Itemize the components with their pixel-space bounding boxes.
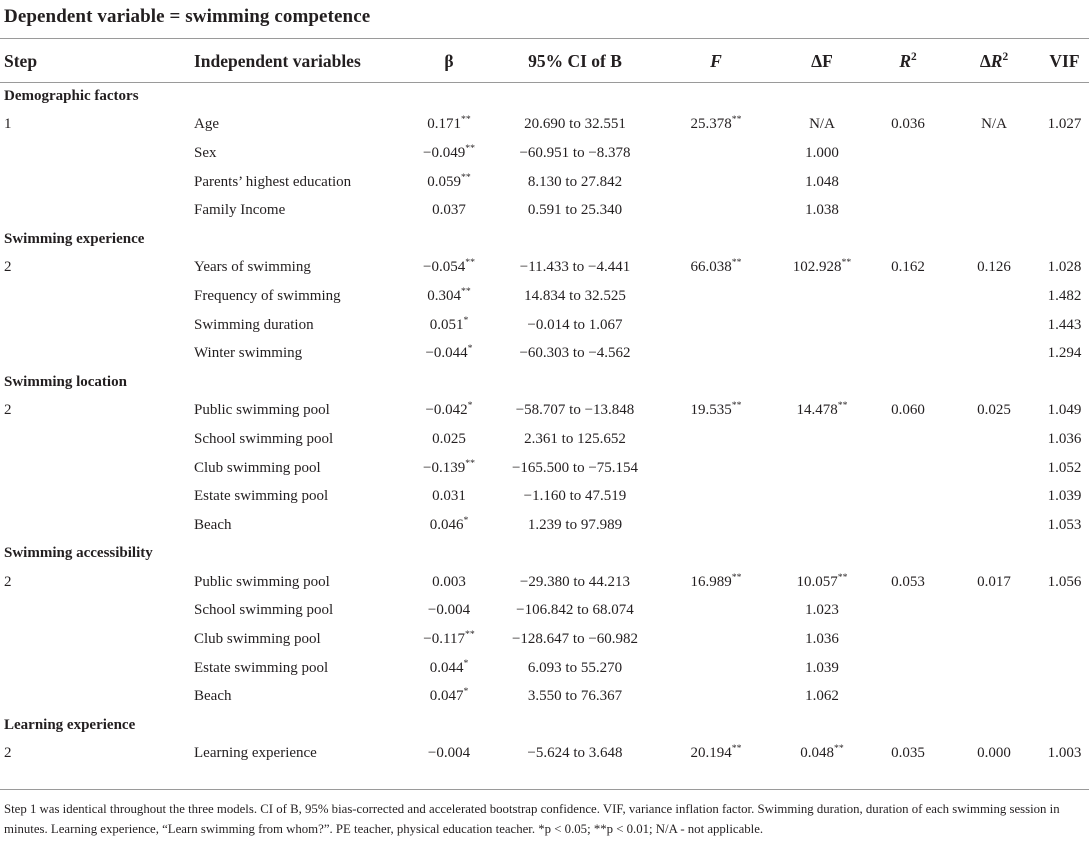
cell-r2 (868, 511, 948, 540)
table-row (0, 625, 1089, 654)
cell-vif (1040, 139, 1089, 168)
cell-vif: 1.443 (1047, 316, 1082, 333)
cell-beta: −0.139** (423, 457, 475, 476)
cell-f (656, 682, 776, 711)
cell-step (0, 682, 186, 711)
cell-ci: 14.834 to 32.525 (524, 287, 626, 304)
cell-step: 2 (4, 402, 12, 419)
table-row (0, 168, 1089, 197)
cell-r2 (868, 168, 948, 197)
cell-delta-r2: N/A (981, 116, 1007, 133)
section-header-row (0, 540, 1089, 569)
cell-beta: −0.049** (423, 142, 475, 161)
header-delta-r2 (948, 40, 1040, 82)
cell-delta-r2 (948, 168, 1040, 197)
cell-beta: −0.044* (425, 343, 473, 362)
table-row (0, 454, 1089, 483)
cell-step: 2 (4, 745, 12, 762)
header-ci: 95% CI of B (528, 50, 622, 71)
header-vif: VIF (1049, 50, 1080, 71)
cell-delta-f: 0.048** (800, 743, 844, 762)
cell-r2 (868, 339, 948, 368)
cell-independent-variable: Club swimming pool (194, 459, 321, 476)
header-r2 (868, 40, 948, 82)
cell-ci: 0.591 to 25.340 (527, 202, 623, 219)
table-row (0, 139, 1089, 168)
cell-independent-variable: Age (194, 116, 219, 133)
cell-r2: 0.036 (891, 116, 925, 133)
cell-independent-variable: Public swimming pool (194, 573, 330, 590)
cell-ci: −128.647 to −60.982 (511, 631, 639, 648)
cell-delta-f: N/A (809, 116, 835, 133)
table-row (0, 511, 1089, 540)
cell-step (0, 454, 186, 483)
section-header-row (0, 368, 1089, 397)
header-independent-variables: Independent variables (194, 50, 361, 71)
cell-independent-variable: Estate swimming pool (194, 659, 329, 676)
cell-step (0, 511, 186, 540)
cell-r2 (868, 282, 948, 311)
cell-ci: −1.160 to 47.519 (523, 488, 627, 505)
cell-beta: 0.047* (429, 686, 469, 705)
header-beta: β (444, 50, 454, 71)
cell-independent-variable: Beach (194, 516, 232, 533)
cell-ci: −60.303 to −4.562 (519, 345, 631, 362)
cell-step (0, 625, 186, 654)
cell-step (0, 139, 186, 168)
bottom-rule (0, 789, 1089, 790)
cell-delta-f (776, 311, 868, 340)
cell-ci: −0.014 to 1.067 (527, 316, 623, 333)
cell-r2: 0.053 (891, 573, 925, 590)
cell-beta: 0.031 (432, 488, 466, 505)
cell-f (656, 454, 776, 483)
cell-delta-f: 14.478** (796, 400, 848, 419)
cell-vif (1040, 682, 1089, 711)
table-row (0, 196, 1089, 225)
header-delta-r2-delta: Δ (979, 50, 991, 71)
cell-delta-r2 (948, 625, 1040, 654)
cell-delta-f: 1.062 (805, 688, 839, 705)
cell-independent-variable: Winter swimming (194, 345, 303, 362)
cell-independent-variable: Family Income (194, 202, 286, 219)
cell-independent-variable: Sex (194, 144, 217, 161)
cell-beta: 0.051* (429, 314, 469, 333)
section-header-row (0, 82, 1089, 111)
cell-step (0, 196, 186, 225)
cell-vif: 1.053 (1047, 516, 1082, 533)
section-title: Swimming location (4, 373, 127, 390)
cell-f: 16.989** (690, 571, 742, 590)
cell-delta-f (776, 454, 868, 483)
cell-delta-r2: 0.126 (977, 259, 1011, 276)
cell-step: 2 (4, 573, 12, 590)
cell-step: 2 (4, 259, 12, 276)
cell-vif: 1.482 (1047, 287, 1082, 304)
cell-r2 (868, 597, 948, 626)
header-row (0, 40, 1089, 82)
cell-ci: −5.624 to 3.648 (527, 745, 623, 762)
header-r2-sup: 2 (911, 50, 917, 63)
cell-r2 (868, 196, 948, 225)
cell-delta-f: 1.036 (805, 631, 839, 648)
header-step: Step (4, 50, 38, 71)
cell-beta: 0.171** (427, 114, 471, 133)
cell-f: 66.038** (690, 257, 742, 276)
cell-independent-variable: Beach (194, 688, 232, 705)
cell-r2: 0.162 (891, 259, 925, 276)
table-row (0, 682, 1089, 711)
table-row (0, 311, 1089, 340)
cell-f (656, 311, 776, 340)
cell-ci: 6.093 to 55.270 (527, 659, 623, 676)
cell-delta-r2 (948, 511, 1040, 540)
cell-vif: 1.028 (1047, 259, 1082, 276)
cell-r2 (868, 682, 948, 711)
cell-independent-variable: Estate swimming pool (194, 488, 329, 505)
cell-ci: −165.500 to −75.154 (511, 459, 639, 476)
cell-f (656, 511, 776, 540)
cell-beta: −0.042* (425, 400, 473, 419)
cell-vif (1040, 625, 1089, 654)
cell-delta-r2 (948, 654, 1040, 683)
cell-r2 (868, 482, 948, 511)
cell-f (656, 168, 776, 197)
table-title: Dependent variable = swimming competence (4, 6, 371, 27)
header-delta-r2-sup: 2 (1002, 50, 1009, 63)
cell-ci: −60.951 to −8.378 (519, 144, 631, 161)
cell-delta-r2: 0.017 (977, 573, 1011, 590)
table-footnote: Step 1 was identical throughout the three models. CI of B, 95% bias-corrected and accelerated bootstrap confidence. VIF, variance inflation factor. Swimming duration, duration of each swimming session in minutes. Learning experience, “Learn swimming from whom?”. PE teacher, physical education teacher. *p < 0.05; **p < 0.01; N/A - not applicable. (4, 802, 1060, 836)
section-title: Demographic factors (4, 87, 139, 104)
cell-independent-variable: Club swimming pool (194, 631, 321, 648)
cell-independent-variable: Learning experience (194, 745, 317, 762)
table-row (0, 397, 1089, 426)
cell-ci: 1.239 to 97.989 (527, 516, 623, 533)
table-row (0, 425, 1089, 454)
cell-delta-r2 (948, 311, 1040, 340)
cell-step (0, 597, 186, 626)
header-delta-r2-base: R (990, 50, 1003, 71)
cell-delta-f (776, 339, 868, 368)
cell-delta-f (776, 482, 868, 511)
cell-delta-f (776, 425, 868, 454)
section-title: Swimming accessibility (4, 545, 153, 562)
cell-f (656, 425, 776, 454)
cell-independent-variable: Parents’ highest education (194, 173, 352, 190)
cell-f (656, 139, 776, 168)
cell-vif (1040, 196, 1089, 225)
cell-beta: 0.304** (427, 285, 471, 304)
cell-ci: −11.433 to −4.441 (519, 259, 631, 276)
cell-step (0, 311, 186, 340)
cell-r2 (868, 454, 948, 483)
cell-ci: −106.842 to 68.074 (516, 602, 634, 619)
cell-independent-variable: Frequency of swimming (194, 287, 341, 304)
table-row (0, 740, 1089, 769)
cell-beta: 0.046* (429, 514, 469, 533)
cell-f (656, 625, 776, 654)
cell-r2 (868, 425, 948, 454)
cell-beta: −0.117** (423, 629, 475, 648)
cell-delta-r2 (948, 482, 1040, 511)
cell-vif: 1.027 (1047, 116, 1082, 133)
cell-step (0, 425, 186, 454)
cell-step (0, 282, 186, 311)
cell-independent-variable: School swimming pool (194, 602, 334, 619)
cell-delta-r2 (948, 425, 1040, 454)
cell-ci: 3.550 to 76.367 (527, 688, 623, 705)
cell-delta-f: 10.057** (796, 571, 848, 590)
cell-step (0, 654, 186, 683)
cell-r2 (868, 311, 948, 340)
cell-ci: 20.690 to 32.551 (524, 116, 626, 133)
cell-r2: 0.060 (891, 402, 925, 419)
cell-beta: −0.054** (423, 257, 475, 276)
table-row (0, 482, 1089, 511)
cell-beta: 0.003 (432, 573, 466, 590)
cell-delta-f (776, 511, 868, 540)
cell-f: 19.535** (690, 400, 742, 419)
cell-vif (1040, 654, 1089, 683)
table-row (0, 339, 1089, 368)
cell-step: 1 (4, 116, 12, 133)
section-header-row (0, 225, 1089, 254)
cell-ci: −29.380 to 44.213 (519, 573, 631, 590)
cell-vif: 1.003 (1047, 745, 1082, 762)
regression-table (0, 40, 1089, 768)
cell-delta-r2 (948, 454, 1040, 483)
cell-delta-r2 (948, 139, 1040, 168)
cell-delta-f: 1.023 (805, 602, 839, 619)
cell-vif (1040, 597, 1089, 626)
table-row (0, 597, 1089, 626)
cell-ci: 8.130 to 27.842 (527, 173, 623, 190)
header-f: F (710, 50, 722, 71)
cell-f: 25.378** (690, 114, 742, 133)
cell-delta-f: 1.038 (805, 202, 839, 219)
cell-vif: 1.039 (1047, 488, 1082, 505)
cell-delta-f: 1.000 (805, 144, 839, 161)
cell-beta: 0.059** (427, 171, 471, 190)
cell-f (656, 482, 776, 511)
table-row (0, 568, 1089, 597)
cell-vif: 1.294 (1047, 345, 1082, 362)
cell-f (656, 654, 776, 683)
table-row (0, 254, 1089, 283)
cell-independent-variable: School swimming pool (194, 430, 334, 447)
cell-f (656, 597, 776, 626)
cell-delta-f (776, 282, 868, 311)
cell-vif: 1.049 (1047, 402, 1082, 419)
cell-beta: 0.044* (429, 657, 469, 676)
cell-delta-r2: 0.025 (977, 402, 1011, 419)
section-header-row (0, 711, 1089, 740)
cell-beta: 0.025 (432, 430, 466, 447)
cell-delta-f: 1.048 (805, 173, 839, 190)
cell-delta-f: 102.928** (792, 257, 852, 276)
cell-beta: −0.004 (427, 602, 471, 619)
cell-r2 (868, 139, 948, 168)
cell-ci: −58.707 to −13.848 (515, 402, 635, 419)
table-row (0, 111, 1089, 140)
cell-r2 (868, 654, 948, 683)
cell-step (0, 168, 186, 197)
header-r2-base: R (899, 50, 911, 71)
section-title: Learning experience (4, 716, 136, 733)
cell-vif (1040, 168, 1089, 197)
cell-step (0, 482, 186, 511)
cell-delta-r2 (948, 597, 1040, 626)
header-delta-f: ΔF (811, 50, 833, 71)
cell-f (656, 196, 776, 225)
cell-ci: 2.361 to 125.652 (524, 430, 626, 447)
table-row (0, 282, 1089, 311)
cell-f: 20.194** (690, 743, 742, 762)
cell-delta-r2 (948, 282, 1040, 311)
cell-vif: 1.036 (1047, 430, 1082, 447)
table-body (0, 82, 1089, 768)
table-row (0, 654, 1089, 683)
cell-beta: −0.004 (427, 745, 471, 762)
cell-step (0, 339, 186, 368)
cell-delta-r2 (948, 682, 1040, 711)
cell-f (656, 339, 776, 368)
cell-delta-r2: 0.000 (977, 745, 1011, 762)
cell-delta-r2 (948, 196, 1040, 225)
cell-independent-variable: Swimming duration (194, 316, 314, 333)
cell-r2 (868, 625, 948, 654)
section-title: Swimming experience (4, 230, 145, 247)
cell-beta: 0.037 (432, 202, 466, 219)
cell-delta-r2 (948, 339, 1040, 368)
cell-independent-variable: Years of swimming (194, 259, 311, 276)
cell-independent-variable: Public swimming pool (194, 402, 330, 419)
cell-f (656, 282, 776, 311)
cell-vif: 1.052 (1047, 459, 1082, 476)
cell-r2: 0.035 (891, 745, 925, 762)
cell-vif: 1.056 (1047, 573, 1082, 590)
cell-delta-f: 1.039 (805, 659, 839, 676)
